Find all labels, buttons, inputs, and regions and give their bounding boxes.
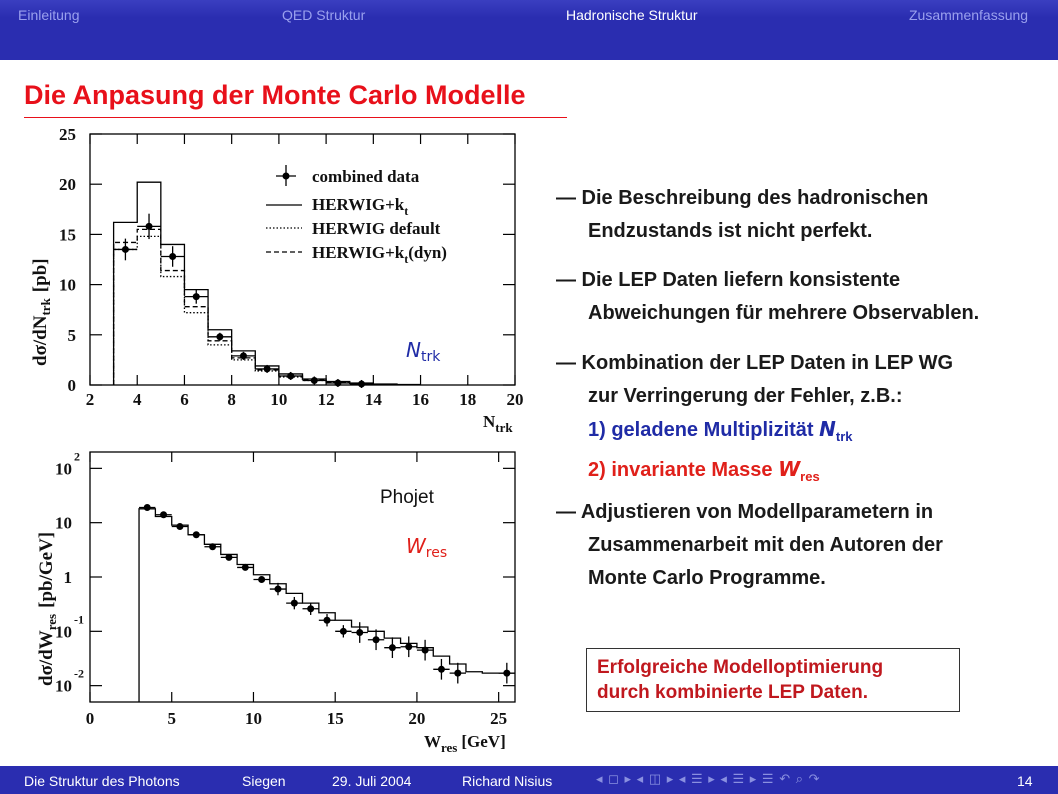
nav-hadronische-struktur[interactable]: Hadronische Struktur — [566, 7, 698, 23]
wres-x-axis-label: $W_{res}$ [GeV] — [424, 732, 506, 755]
conclusion-line-2: durch kombinierte LEP Daten. — [597, 682, 868, 703]
wres-y-axis-label: $d\sigma/dW_{res}[pb/GeV]$ — [36, 531, 59, 686]
bullet-3 — [556, 347, 953, 493]
wres-x-tick-label: 0 — [85, 709, 95, 728]
wres-data-point — [258, 576, 265, 583]
wres-x-tick-label: 15 — [326, 709, 344, 728]
bullet-2-line-2: Abweichungen für mehrere Observablen. — [588, 302, 980, 324]
bullet-1-line-2: Endzustands ist nicht perfekt. — [588, 220, 873, 242]
beamer-navigation-icons[interactable]: ◂ ◻ ▸ ◂ ◫ ▸ ◂ ☰ ▸ ◂ ☰ ▸ ☰ ↶ ⌕ ↷ — [596, 771, 821, 786]
wres-data-point — [324, 617, 331, 624]
sub-item-invariant-mass: 2) invariante Masse $W_{res}$ — [588, 457, 820, 484]
bullet-4 — [556, 496, 943, 595]
wres-data-point — [389, 644, 396, 651]
top-navigation-bar — [0, 0, 1058, 60]
ntrk-x-tick-label: 8 — [227, 390, 236, 409]
ntrk-x-tick-label: 14 — [364, 390, 382, 409]
ntrk-x-tick-label: 4 — [132, 390, 142, 409]
conclusion-line-1: Erfolgreiche Modelloptimierung — [597, 657, 884, 678]
ntrk-data-point — [193, 293, 200, 300]
wres-data-point — [503, 670, 510, 677]
bullet-4-line-2: Zusammenarbeit mit den Autoren der — [588, 534, 943, 556]
page-number: 14 — [1017, 773, 1033, 789]
bullet-2 — [556, 264, 979, 330]
ntrk-y-axis-label: $d\sigma/dN_{trk}[pb]$ — [30, 258, 53, 366]
ntrk-plot-frame — [90, 134, 515, 385]
wres-data-point — [373, 636, 380, 643]
bullet-4-line-1: — Adjustieren von Modellparametern in — [556, 501, 934, 523]
ntrk-x-tick-label: 20 — [506, 390, 524, 409]
legend-entry-herwig-kt-dyn: $HERWIG+k_t(dyn)$ — [312, 243, 447, 266]
ntrk-x-tick-label: 6 — [180, 390, 189, 409]
legend-entry-herwig-kt: $HERWIG+k_t$ — [312, 195, 409, 218]
nav-zusammenfassung[interactable]: Zusammenfassung — [909, 7, 1029, 23]
bullet-1-line-1: — Die Beschreibung des hadronischen — [556, 187, 929, 209]
nav-einleitung[interactable]: Einleitung — [18, 7, 80, 23]
ntrk-y-tick-label: 25 — [59, 125, 76, 144]
ntrk-y-tick-label: 10 — [59, 275, 76, 295]
wres-y-tick-label: 10 — [55, 622, 72, 642]
wres-y-tick-exponent: -1 — [74, 612, 84, 627]
ntrk-x-axis-label: $N_{trk}$ — [483, 412, 513, 435]
legend-entry-herwig-default: HERWIG default — [312, 219, 441, 238]
wres-annotation: $W_{res}$ — [406, 534, 448, 561]
ntrk-x-tick-label: 2 — [85, 390, 95, 409]
ntrk-x-tick-label: 10 — [270, 390, 288, 409]
wres-x-tick-label: 10 — [244, 709, 262, 728]
wres-data-point — [209, 543, 216, 550]
nav-qed-struktur[interactable]: QED Struktur — [282, 7, 366, 23]
wres-x-tick-label: 20 — [408, 709, 426, 728]
bullet-3-line-2: zur Verringerung der Fehler, z.B.: — [588, 385, 903, 407]
wres-data-point — [454, 670, 461, 677]
wres-y-tick-exponent: 2 — [74, 449, 80, 464]
wres-x-tick-label: 5 — [167, 709, 176, 728]
wres-plot — [0, 436, 540, 756]
wres-x-tick-label: 25 — [490, 709, 508, 728]
sub-item-multiplicity: 1) geladene Multiplizität $N_{trk}$ — [588, 417, 853, 444]
ntrk-x-tick-label: 18 — [459, 390, 477, 409]
wres-data-point — [242, 564, 249, 571]
bullet-3-line-1: — Kombination der LEP Daten in LEP WG — [556, 352, 954, 374]
wres-plot-series — [139, 504, 515, 702]
ntrk-plot — [0, 120, 540, 440]
wres-data-point — [144, 504, 151, 511]
footer-talk-title: Die Struktur des Photons — [24, 773, 180, 789]
wres-data-point — [438, 666, 445, 673]
wres-data-point — [193, 531, 200, 538]
wres-y-tick-label: 10 — [55, 459, 72, 479]
footer-author: Richard Nisius — [462, 773, 553, 789]
footer-date: 29. Juli 2004 — [332, 773, 412, 789]
wres-data-point — [340, 628, 347, 635]
ntrk-x-tick-label: 16 — [412, 390, 430, 409]
wres-data-point — [225, 554, 232, 561]
bullet-1 — [556, 182, 928, 248]
legend-entry-combined-data: combined data — [312, 167, 420, 186]
footer-place: Siegen — [242, 773, 286, 789]
ntrk-data-point — [216, 333, 223, 340]
slide-title: Die Anpasung der Monte Carlo Modelle — [24, 80, 526, 110]
wres-data-point — [274, 586, 281, 593]
wres-data-point — [291, 600, 298, 607]
wres-data-point — [422, 647, 429, 654]
wres-y-tick-label: 10 — [55, 676, 72, 696]
ntrk-legend — [266, 165, 447, 266]
wres-y-tick-exponent: -2 — [74, 666, 84, 681]
bullet-4-line-3: Monte Carlo Programme. — [588, 567, 826, 589]
ntrk-annotation: $N_{trk}$ — [406, 338, 441, 365]
ntrk-y-tick-label: 20 — [59, 175, 76, 195]
wres-data-point — [356, 629, 363, 636]
wres-model-label: Phojet — [380, 487, 434, 508]
ntrk-y-tick-label: 5 — [67, 325, 76, 345]
wres-y-tick-label: 1 — [63, 568, 72, 587]
wres-data-point — [176, 523, 183, 530]
ntrk-x-tick-label: 12 — [317, 390, 335, 409]
wres-data-point — [307, 605, 314, 612]
wres-data-point — [405, 643, 412, 650]
ntrk-y-tick-label: 15 — [59, 225, 76, 245]
wres-y-tick-label: 10 — [55, 513, 72, 533]
ntrk-data-point — [169, 253, 176, 260]
ntrk-axis-ticks — [59, 125, 524, 409]
bullet-2-line-1: — Die LEP Daten liefern konsistente — [556, 269, 901, 291]
legend-marker-data-dot — [283, 173, 290, 180]
conclusion-box — [586, 648, 960, 712]
title-underline — [24, 117, 567, 118]
wres-data-point — [160, 511, 167, 518]
ntrk-y-tick-label: 0 — [67, 376, 76, 395]
